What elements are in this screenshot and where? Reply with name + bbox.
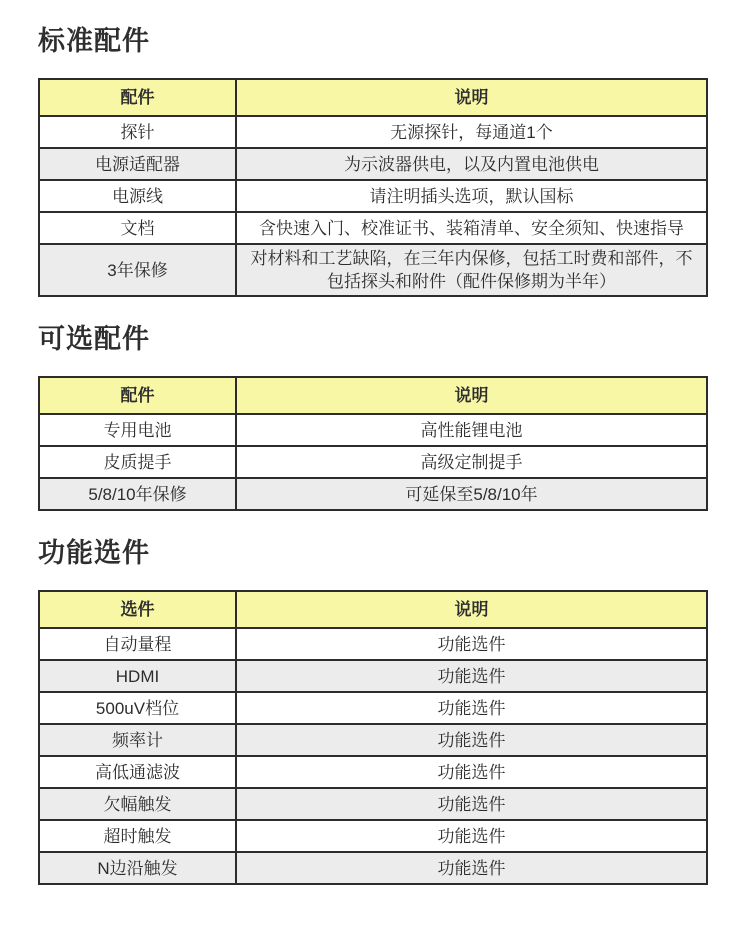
column-header-accessory: 配件: [39, 79, 236, 116]
accessory-description-cell: 请注明插头选项，默认国标: [236, 180, 707, 212]
accessory-description-cell: 为示波器供电，以及内置电池供电: [236, 148, 707, 180]
section-standard-accessories: [38, 24, 750, 297]
accessory-description-cell: 功能选件: [236, 820, 707, 852]
section-title: 可选配件: [38, 324, 150, 354]
header-row: [39, 79, 707, 116]
table-row: [39, 628, 707, 660]
section-optional-accessories: [38, 322, 750, 511]
table-row: [39, 820, 707, 852]
table-row: [39, 756, 707, 788]
table-row: [39, 660, 707, 692]
accessory-name-cell: 高低通滤波: [39, 756, 236, 788]
accessory-name-cell: 500uV档位: [39, 692, 236, 724]
spec-table-optional-accessories: [38, 376, 708, 511]
accessory-description-cell: 功能选件: [236, 628, 707, 660]
accessory-name-cell: 探针: [39, 116, 236, 148]
table-row: [39, 724, 707, 756]
spec-table-standard-accessories: [38, 78, 708, 297]
accessory-name-cell: 电源线: [39, 180, 236, 212]
accessory-description-cell: 可延保至5/8/10年: [236, 478, 707, 510]
column-header-description: 说明: [236, 377, 707, 414]
accessory-name-cell: 5/8/10年保修: [39, 478, 236, 510]
header-row: [39, 377, 707, 414]
accessory-description-cell: 功能选件: [236, 692, 707, 724]
section-title: 功能选件: [38, 538, 150, 568]
table-row: [39, 116, 707, 148]
accessory-description-cell: 无源探针，每通道1个: [236, 116, 707, 148]
table-row: [39, 446, 707, 478]
accessory-description-cell: 功能选件: [236, 852, 707, 884]
column-header-description: 说明: [236, 79, 707, 116]
column-header-accessory: 选件: [39, 591, 236, 628]
accessory-name-cell: 欠幅触发: [39, 788, 236, 820]
table-row: [39, 180, 707, 212]
accessory-name-cell: 自动量程: [39, 628, 236, 660]
column-header-accessory: 配件: [39, 377, 236, 414]
section-function-options: [38, 536, 750, 885]
table-row: [39, 852, 707, 884]
column-header-description: 说明: [236, 591, 707, 628]
table-row: [39, 212, 707, 244]
table-row: [39, 692, 707, 724]
accessory-name-cell: 文档: [39, 212, 236, 244]
table-row: [39, 788, 707, 820]
accessory-name-cell: N边沿触发: [39, 852, 236, 884]
accessory-name-cell: 电源适配器: [39, 148, 236, 180]
accessory-description-cell: 功能选件: [236, 788, 707, 820]
spec-table-function-options: [38, 590, 708, 885]
accessory-name-cell: 超时触发: [39, 820, 236, 852]
table-row: [39, 414, 707, 446]
accessory-description-cell: 对材料和工艺缺陷，在三年内保修，包括工时费和部件，不包括探头和附件（配件保修期为半年）: [236, 244, 707, 296]
table-row: [39, 148, 707, 180]
accessory-description-cell: 功能选件: [236, 660, 707, 692]
table-row: [39, 244, 707, 296]
header-row: [39, 591, 707, 628]
accessory-description-cell: 高级定制提手: [236, 446, 707, 478]
section-title: 标准配件: [38, 26, 150, 56]
accessory-name-cell: 3年保修: [39, 244, 236, 296]
table-row: [39, 478, 707, 510]
accessory-name-cell: 专用电池: [39, 414, 236, 446]
accessory-description-cell: 功能选件: [236, 756, 707, 788]
accessory-name-cell: 皮质提手: [39, 446, 236, 478]
accessory-name-cell: HDMI: [39, 660, 236, 692]
accessory-name-cell: 频率计: [39, 724, 236, 756]
accessory-description-cell: 高性能锂电池: [236, 414, 707, 446]
accessory-description-cell: 功能选件: [236, 724, 707, 756]
accessory-description-cell: 含快速入门、校准证书、装箱清单、安全须知、快速指导: [236, 212, 707, 244]
